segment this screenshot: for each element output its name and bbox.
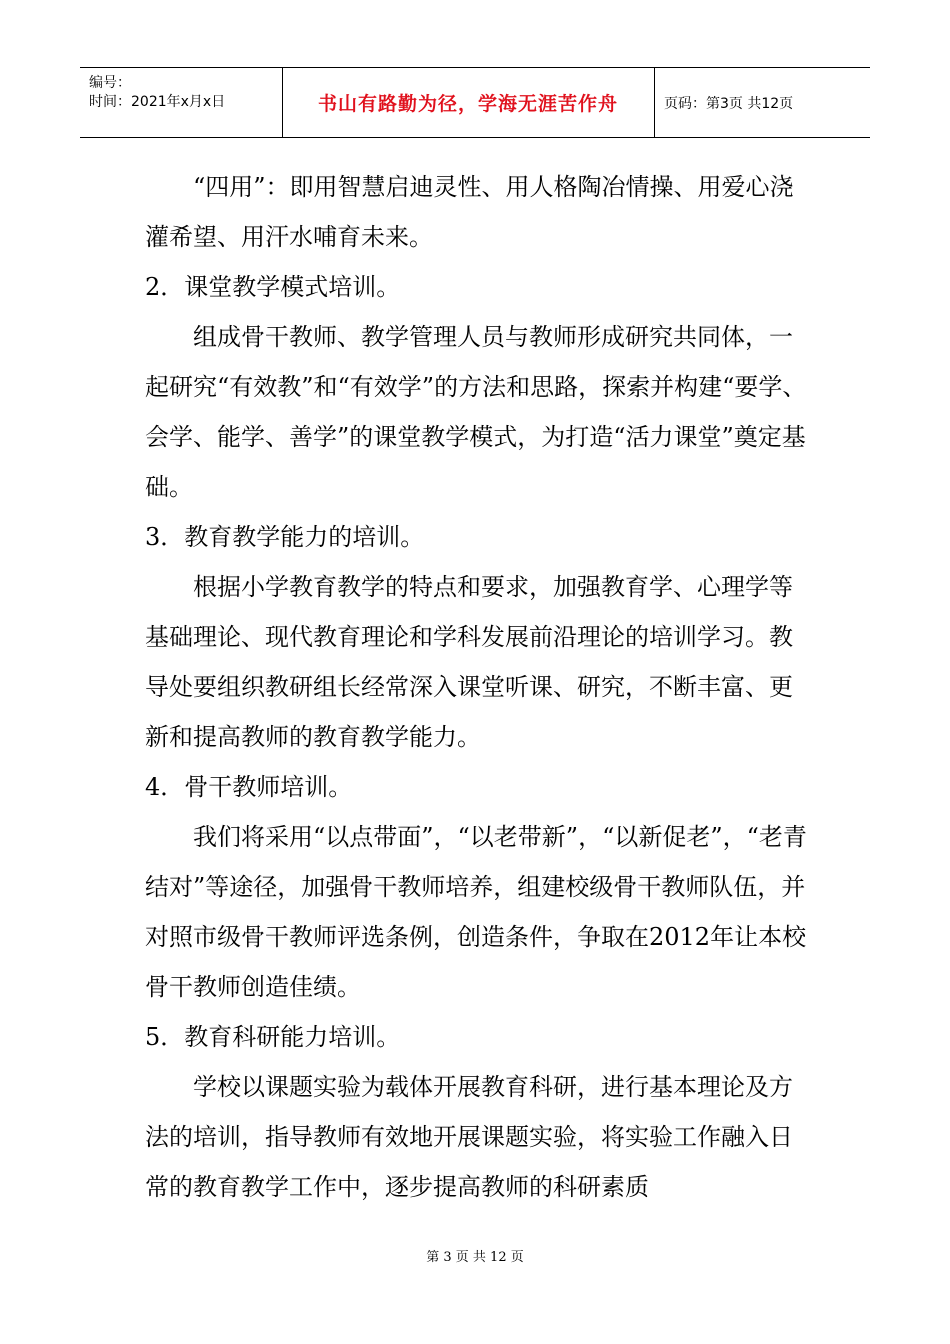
header-motto-cell [282,68,655,137]
paragraph: 组成骨干教师、教学管理人员与教师形成研究共同体，一起研究“有效教”和“有效学”的方法和思路，探索并构建“要学、会学、能学、善学”的课堂教学模式，为打造“活力课堂”奠定基础。 [145,323,807,501]
header-motto: 书山有路勤为径，学海无涯苦作舟 [317,93,618,115]
paragraph: 我们将采用“以点带面”，“以老带新”，“以新促老”，“老青结对”等途径，加强骨干教师培养，组建校级骨干教师队伍，并对照市级骨干教师评选条例，创造条件，争取在2012年让本校骨干教师创造佳绩。 [145,823,807,1001]
section-heading: 4．骨干教师培训。 [145,773,353,801]
paragraph: “四用”：即用智慧启迪灵性、用人格陶冶情操、用爱心浇灌希望、用汗水哺育未来。 [145,173,794,251]
paragraph: 根据小学教育教学的特点和要求，加强教育学、心理学等基础理论、现代教育理论和学科发展前沿理论的培训学习。教导处要组织教研组长经常深入课堂听课、研究，不断丰富、更新和提高教师的教育教学能力。 [145,573,793,751]
doc-time-label: 时间：2021年x月x日 [89,94,226,110]
section-heading: 5．教育科研能力培训。 [145,1023,401,1051]
paragraph: 学校以课题实验为载体开展教育科研，进行基本理论及方法的培训，指导教师有效地开展课题实验，将实验工作融入日常的教育教学工作中，逐步提高教师的科研素质 [145,1073,793,1201]
page-footer: 第 3 页 共 12 页 [426,1250,524,1265]
doc-number-label: 编号： [89,75,131,91]
section-heading: 3．教育教学能力的培训。 [145,523,425,551]
header-page-info: 页码：第3页 共12页 [664,95,794,112]
page-header [80,67,870,138]
document-body [145,162,815,1212]
section-heading: 2．课堂教学模式培训。 [145,273,401,301]
header-page-cell [654,68,870,137]
header-meta-cell [80,68,283,137]
